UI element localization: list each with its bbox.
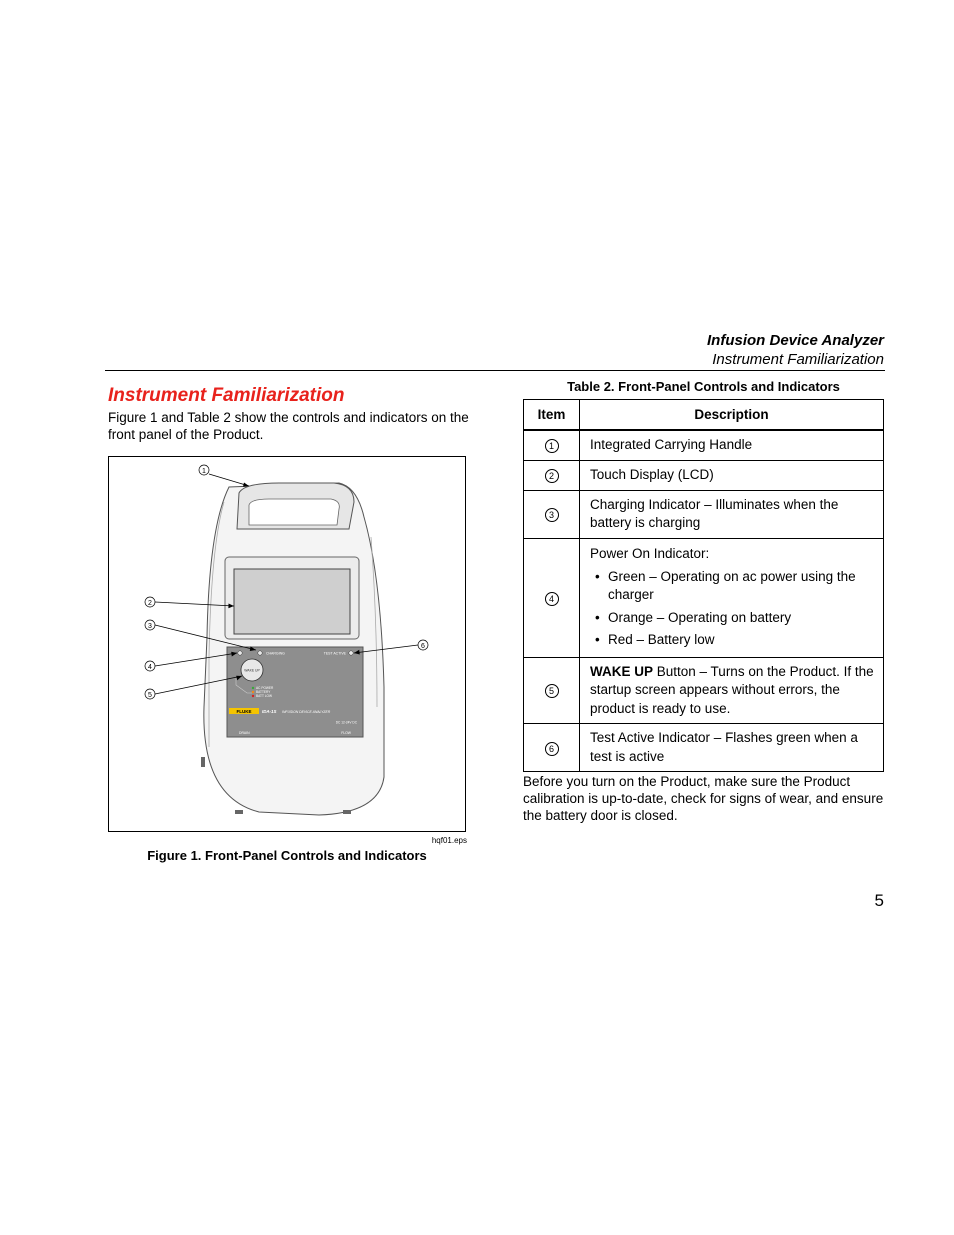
power-indicator-heading: Power On Indicator: [590,546,710,562]
label-batt-low: BATT LOW [256,694,272,698]
callout-4 [145,661,155,671]
list-item: • Green – Operating on ac power using the charger [590,568,875,605]
callout-3 [145,620,155,630]
header-rule [105,370,885,371]
column-header-item: Item [524,400,580,431]
label-product-name: INFUSION DEVICE ANALYZER [282,710,331,714]
svg-text:2: 2 [148,600,152,607]
item-number-badge: 2 [545,469,559,483]
label-drain: DRAIN [239,731,250,735]
description-cell: Integrated Carrying Handle [580,430,884,460]
callout-5 [145,689,155,699]
figure-caption: Figure 1. Front-Panel Controls and Indicators [147,848,427,863]
column-header-description: Description [580,400,884,431]
table-header-row [524,400,884,431]
header-subtitle: Instrument Familiarization [712,351,884,368]
list-item: • Red – Battery low [590,631,875,650]
header-title: Infusion Device Analyzer [707,332,884,349]
description-cell: Touch Display (LCD) [580,460,884,490]
label-charging: CHARGING [266,651,285,656]
section-title: Instrument Familiarization [108,385,345,406]
svg-text:4: 4 [148,664,152,671]
label-battery: BATTERY [256,690,271,694]
power-indicator-list [590,568,875,650]
figure-filename: hqf01.eps [431,836,467,845]
description-cell [580,538,884,657]
description-cell: Test Active Indicator – Flashes green when a test is active [580,724,884,772]
table-row [524,538,884,657]
label-dc: DC 12-24V DC [335,720,357,725]
label-wake-up: WAKE UP [244,668,260,673]
label-flow: FLOW [341,731,351,735]
table-row [524,657,884,724]
label-brand: FLUKE [236,708,252,714]
table-row [524,430,884,460]
page-number: 5 [874,891,884,910]
svg-text:5: 5 [148,692,152,699]
pre-use-paragraph: Before you turn on the Product, make sure the Product calibration is up-to-date, check for signs of wear, and ensure the battery door is closed. [523,774,884,823]
callout-2 [145,597,155,607]
description-cell: Charging Indicator – Illuminates when the battery is charging [580,490,884,538]
table-caption: Table 2. Front-Panel Controls and Indicators [567,379,840,394]
table-row [524,460,884,490]
label-model: IDA-1S [262,709,277,714]
wake-up-term: WAKE UP [590,663,654,679]
label-ac-power: AC POWER [256,686,274,690]
item-number-badge: 3 [545,508,559,522]
callout-6 [418,640,428,650]
item-number-badge: 1 [545,439,559,453]
figure-frame [108,456,466,832]
controls-table [523,399,884,772]
device-illustration [109,457,467,833]
wake-up-description: Button – Turns on the Product. If the startup screen appears without errors, the product is ready to use. [590,663,874,716]
intro-paragraph: Figure 1 and Table 2 show the controls and indicators on the front panel of the Product. [108,410,469,442]
table-row [524,490,884,538]
callout-1 [199,465,209,475]
table-row [524,724,884,772]
item-number-badge: 5 [545,684,559,698]
label-test-active: TEST ACTIVE [323,651,346,656]
touch-display [234,569,350,634]
svg-text:3: 3 [148,623,152,630]
description-cell [580,657,884,724]
list-item: • Orange – Operating on battery [590,609,875,628]
svg-text:6: 6 [421,643,425,650]
item-number-badge: 6 [545,742,559,756]
svg-text:1: 1 [202,468,206,475]
item-number-badge: 4 [545,592,559,606]
